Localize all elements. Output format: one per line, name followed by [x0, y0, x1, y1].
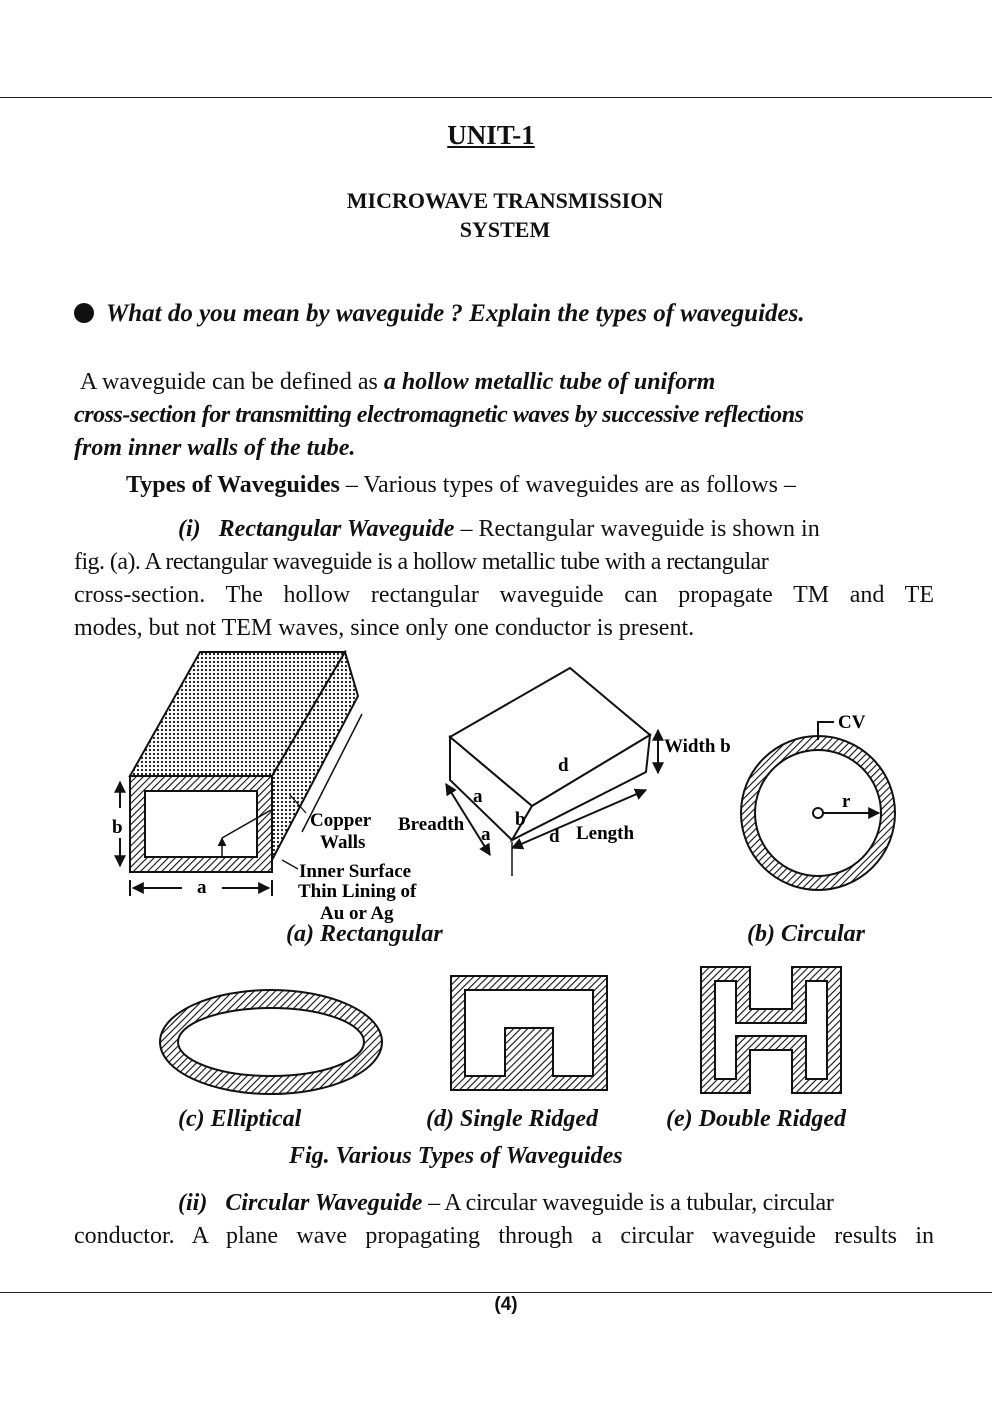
question-heading — [74, 300, 805, 328]
single-ridged-waveguide — [451, 976, 607, 1090]
label-inner-surface: Inner Surface — [299, 861, 412, 882]
page-number: (4) — [494, 1294, 518, 1315]
chapter-title-line2: SYSTEM — [459, 217, 551, 242]
box-label-b: b — [515, 809, 526, 830]
types-label: Types of Waveguides — [126, 472, 340, 498]
types-heading — [126, 469, 986, 502]
unit-title: UNIT-1 — [447, 120, 535, 150]
label-b: b — [112, 817, 123, 838]
label-r: r — [842, 791, 851, 812]
label-copper: Copper — [310, 810, 372, 831]
box-label-d2: d — [549, 826, 560, 847]
label-au-ag: Au or Ag — [320, 903, 394, 924]
rectangular-line1: (i) Rectangular Waveguide – Rectangular waveguide is shown in — [178, 516, 820, 542]
waveguide-figure — [0, 640, 992, 1100]
bullet-icon — [74, 303, 94, 323]
rectangular-waveguide-3d — [112, 652, 417, 924]
label-a: a — [197, 877, 207, 898]
label-thin-lining: Thin Lining of — [298, 881, 417, 902]
label-width-b: Width b — [664, 736, 731, 757]
box-label-a: a — [473, 786, 483, 807]
caption-a: (a) Rectangular — [286, 921, 443, 947]
bottom-rule — [0, 1292, 992, 1293]
box-label-d: d — [558, 755, 569, 776]
caption-b: (b) Circular — [747, 921, 866, 947]
definition-line3: from inner walls of the tube. — [74, 435, 356, 461]
figure-title: Fig. Various Types of Waveguides — [289, 1143, 623, 1169]
double-ridged-waveguide — [701, 967, 841, 1093]
circular-waveguide — [741, 712, 895, 890]
types-text: – Various types of waveguides are as follows – — [339, 472, 796, 498]
circular-line1: (ii) Circular Waveguide – A circular waveguide is a tubular, circular — [178, 1190, 834, 1216]
definition-paragraph — [74, 366, 934, 465]
circular-line2: conductor. A plane wave propagating through a circular waveguide results in — [74, 1223, 934, 1249]
rectangular-line2: fig. (a). A rectangular waveguide is a hollow metallic tube with a rectangular — [74, 549, 769, 575]
label-breadth: Breadth — [398, 814, 465, 835]
box-label-a2: a — [481, 824, 491, 845]
question-text: What do you mean by waveguide ? Explain the types of waveguides. — [106, 300, 805, 327]
caption-d: (d) Single Ridged — [426, 1106, 598, 1132]
top-rule — [0, 97, 992, 98]
definition-line2: cross-section for transmitting electromagnetic waves by successive reflections — [74, 402, 804, 428]
chapter-title-line1: MICROWAVE TRANSMISSION — [346, 188, 664, 213]
rectangular-line4: modes, but not TEM waves, since only one conductor is present. — [74, 615, 695, 641]
circular-paragraph — [74, 1187, 934, 1253]
label-walls: Walls — [320, 832, 366, 853]
rectangular-line3: cross-section. The hollow rectangular waveguide can propagate TM and TE — [74, 582, 934, 608]
elliptical-waveguide — [160, 990, 382, 1094]
label-cv: CV — [838, 712, 866, 733]
rectangular-paragraph — [74, 513, 934, 645]
chapter-title — [0, 186, 992, 244]
label-length: Length — [576, 823, 635, 844]
caption-c: (c) Elliptical — [178, 1106, 302, 1132]
caption-e: (e) Double Ridged — [666, 1106, 846, 1132]
definition-line1: A waveguide can be defined as a hollow metallic tube of uniform — [80, 369, 716, 395]
